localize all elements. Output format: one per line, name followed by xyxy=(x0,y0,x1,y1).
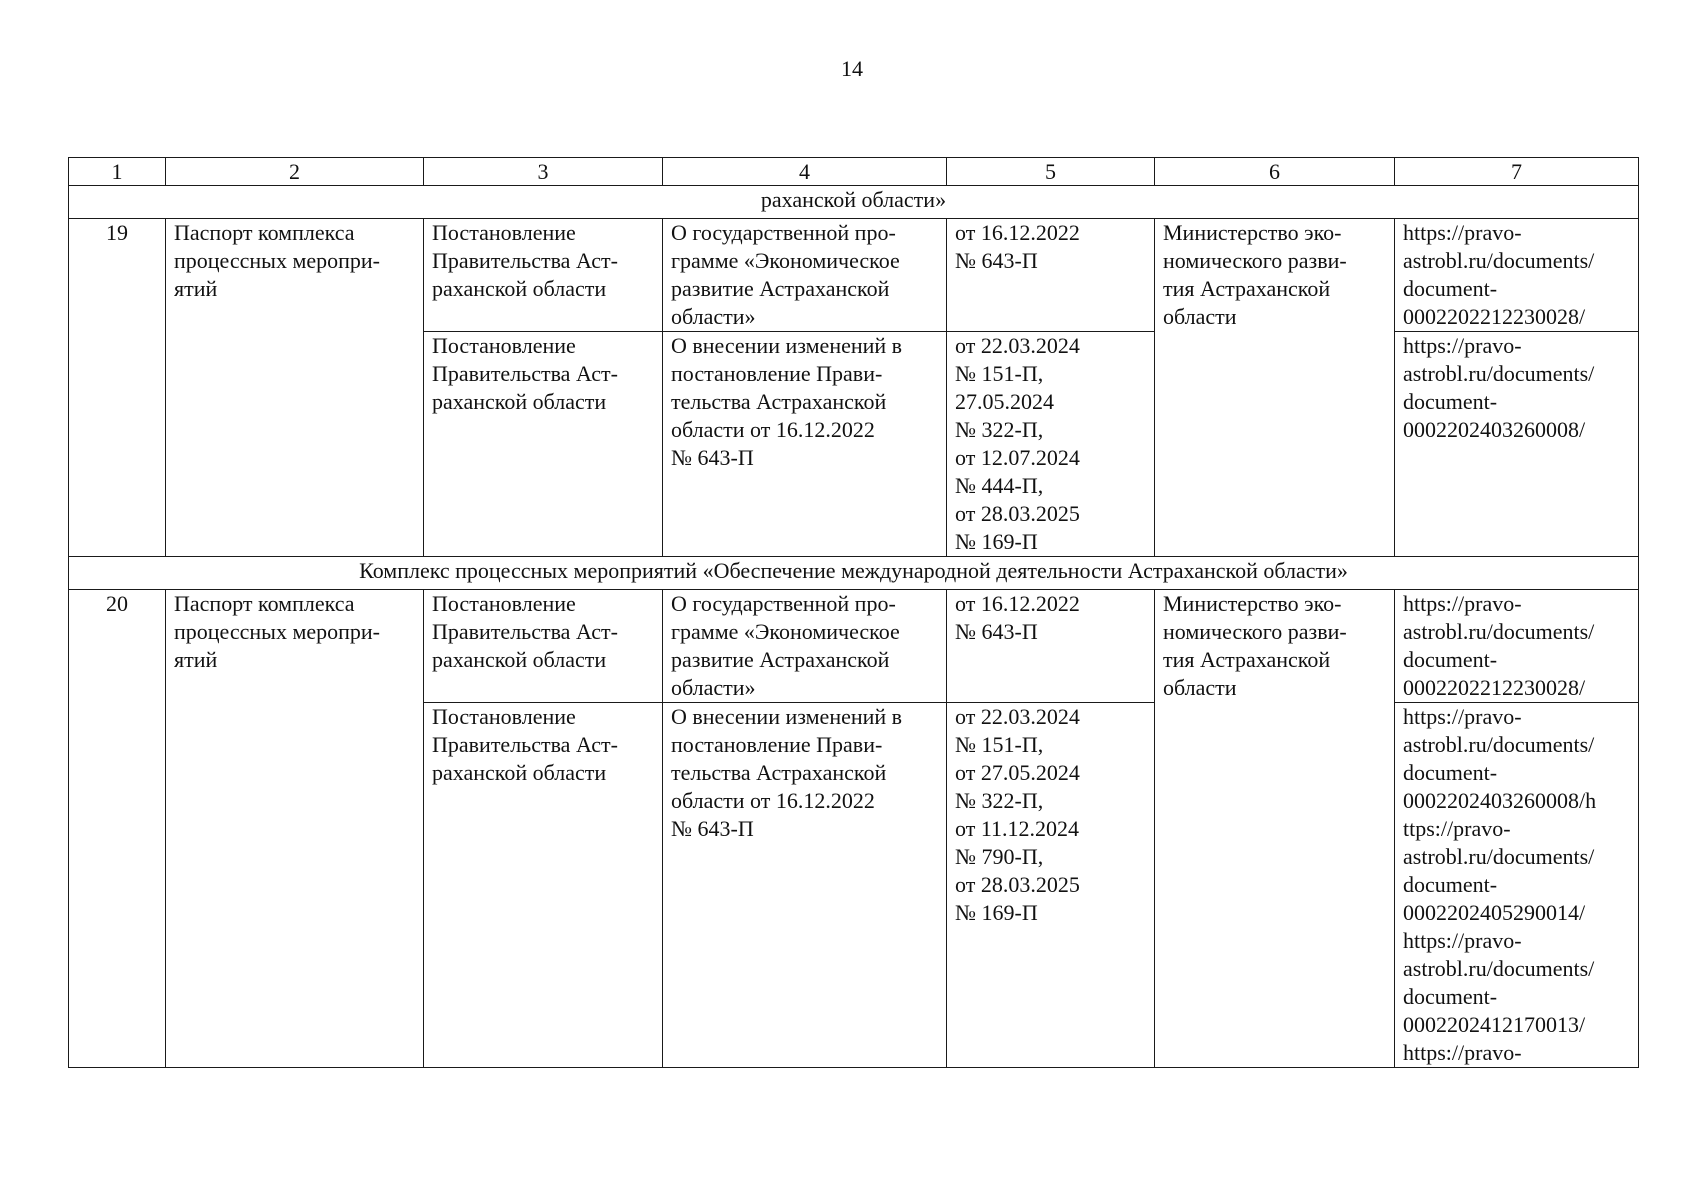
act-date: от 22.03.2024 № 151-П, от 27.05.2024 № 322-П, от 11.12.2024 № 790-П, от 28.03.2025 № 169-П xyxy=(947,703,1155,1068)
column-header: 3 xyxy=(424,158,663,186)
section-row xyxy=(69,186,1639,219)
column-header: 2 xyxy=(166,158,424,186)
column-header: 1 xyxy=(69,158,166,186)
act-date: от 16.12.2022 № 643-П xyxy=(947,219,1155,332)
table-row-19-a xyxy=(69,219,1639,332)
act-type: Постановление Правительства Аст- раханской области xyxy=(424,590,663,703)
section-row xyxy=(69,557,1639,590)
column-header: 6 xyxy=(1155,158,1395,186)
document-link[interactable]: https://pravo- astrobl.ru/documents/ document- 0002202403260008/ xyxy=(1395,332,1639,557)
document-link[interactable]: https://pravo- astrobl.ru/documents/ document- 0002202212230028/ xyxy=(1395,219,1639,332)
responsible-ministry: Министерство эко- номического разви- тия Астраханской области xyxy=(1155,590,1395,1068)
act-type: Постановление Правительства Аст- раханской области xyxy=(424,703,663,1068)
act-date: от 22.03.2024 № 151-П, 27.05.2024 № 322-П, от 12.07.2024 № 444-П, от 28.03.2025 № 169-П xyxy=(947,332,1155,557)
act-title: О государственной про- грамме «Экономическое развитие Астраханской области» xyxy=(663,219,947,332)
document-link[interactable]: https://pravo- astrobl.ru/documents/ document- 0002202403260008/h ttps://pravo- astrobl.ru/documents/ document- 0002202405290014/ https://pravo- astrobl.ru/documents/ document- 0002202412170013/ https://pravo- xyxy=(1395,703,1639,1068)
column-header: 7 xyxy=(1395,158,1639,186)
page-number: 14 xyxy=(841,56,863,81)
act-title: О государственной про- грамме «Экономическое развитие Астраханской области» xyxy=(663,590,947,703)
row-number: 20 xyxy=(69,590,166,1068)
column-header: 4 xyxy=(663,158,947,186)
document-link[interactable]: https://pravo- astrobl.ru/documents/ document- 0002202212230028/ xyxy=(1395,590,1639,703)
section-title: Комплекс процессных мероприятий «Обеспечение международной деятельности Астраханской области» xyxy=(69,557,1639,590)
column-header: 5 xyxy=(947,158,1155,186)
document-kind: Паспорт комплекса процессных меропри- ятий xyxy=(166,590,424,1068)
act-type: Постановление Правительства Аст- раханской области xyxy=(424,332,663,557)
row-number: 19 xyxy=(69,219,166,557)
act-title: О внесении изменений в постановление Прави- тельства Астраханской области от 16.12.2022 № 643-П xyxy=(663,703,947,1068)
registry-table xyxy=(68,157,1639,1068)
table-row-20-a xyxy=(69,590,1639,703)
act-type: Постановление Правительства Аст- раханской области xyxy=(424,219,663,332)
responsible-ministry: Министерство эко- номического разви- тия Астраханской области xyxy=(1155,219,1395,557)
column-number-row xyxy=(69,158,1639,186)
section-title-continued: раханской области» xyxy=(69,186,1639,219)
act-title: О внесении изменений в постановление Прави- тельства Астраханской области от 16.12.2022 № 643-П xyxy=(663,332,947,557)
document-kind: Паспорт комплекса процессных меропри- ятий xyxy=(166,219,424,557)
act-date: от 16.12.2022 № 643-П xyxy=(947,590,1155,703)
